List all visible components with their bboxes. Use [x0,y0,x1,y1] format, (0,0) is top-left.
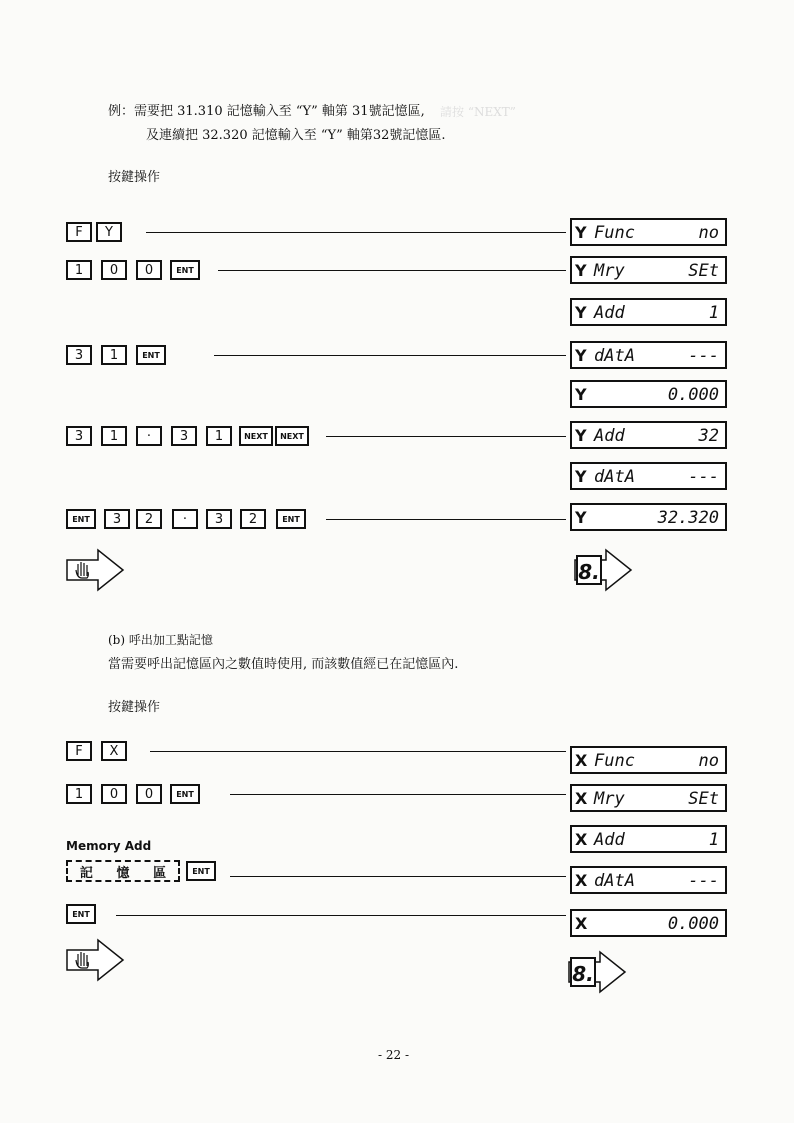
connector-line [150,751,566,752]
axis-label: Y [575,467,587,486]
display-left-text: Mry [594,261,625,281]
display-x-data [570,866,727,894]
memory-add-key[interactable] [66,860,180,882]
key-y[interactable]: Y [96,222,122,242]
display-y-add-32 [570,421,727,449]
example-line-1: 例：需要把 31.310 記憶輸入至 “Y” 軸第 31號記憶區, [108,104,425,119]
key-3[interactable]: 3 [66,426,92,446]
memory-key-char: 憶 [116,865,130,881]
connector-line [326,436,566,437]
connector-line [214,355,566,356]
display-left-text: Add [594,303,625,323]
key-f[interactable]: F [66,741,92,761]
display-right-text: 0.000 [667,914,719,934]
section-b-description: 當需要呼出記憶區內之數值時使用, 而該數值經已在記憶區內. [108,657,459,672]
key-ent[interactable]: ENT [276,509,306,529]
key-0[interactable]: 0 [101,784,127,804]
memory-key-char: 記 [79,865,93,881]
key-ent[interactable]: ENT [186,861,216,881]
example-line-2: 及連續把 32.320 記憶輸入至 “Y” 軸第32號記憶區. [146,128,446,143]
display-right-text: SEt [688,789,719,809]
page-number: - 22 - [378,1048,410,1062]
key-2[interactable]: 2 [136,509,162,529]
memory-add-label: Memory Add [66,839,152,853]
display-left-text: Func [594,751,635,771]
connector-line [230,876,566,877]
key-ent[interactable]: ENT [66,509,96,529]
connector-line [218,270,566,271]
key-ent[interactable]: ENT [66,904,96,924]
key-2[interactable]: 2 [240,509,266,529]
key-1[interactable]: 1 [66,784,92,804]
key-next[interactable]: NEXT [275,426,309,446]
axis-label: X [575,751,588,770]
display-indicator-arrow-icon [568,950,628,994]
display-left-text: Func [594,223,635,243]
connector-line [230,794,566,795]
key-dot[interactable]: · [172,509,198,529]
key-ent[interactable]: ENT [170,260,200,280]
axis-label: Y [575,426,587,445]
axis-label: X [575,830,588,849]
hand-pointer-arrow-icon [66,548,126,592]
display-left-text: Add [594,426,625,446]
key-f[interactable]: F [66,222,92,242]
key-ent[interactable]: ENT [170,784,200,804]
section-a-heading: 按鍵操作 [108,170,161,185]
key-0[interactable]: 0 [136,784,162,804]
key-x[interactable]: X [101,741,127,761]
display-right-text: 32.320 [657,508,719,528]
connector-line [146,232,566,233]
display-right-text: SEt [688,261,719,281]
key-ent[interactable]: ENT [136,345,166,365]
key-next[interactable]: NEXT [239,426,273,446]
display-y-func [570,218,727,246]
display-x-mry-set [570,784,727,812]
indicator-digit: 8. [578,560,600,584]
display-right-text: 0.000 [667,385,719,405]
display-right-text: no [698,223,719,243]
axis-label: Y [575,223,587,242]
display-y-data [570,341,727,369]
axis-label: X [575,871,588,890]
key-0[interactable]: 0 [101,260,127,280]
display-left-text: Add [594,830,625,850]
key-3[interactable]: 3 [104,509,130,529]
axis-label: X [575,914,588,933]
bleed-through-text: 請按 “NEXT” [440,105,516,119]
display-left-text: dAtA [594,871,635,891]
display-x-zero [570,909,727,937]
display-right-text: --- [688,346,719,366]
key-1[interactable]: 1 [206,426,232,446]
display-y-zero [570,380,727,408]
display-x-func [570,746,727,774]
display-indicator-arrow-icon [574,548,634,592]
memory-key-char: 區 [153,865,167,881]
key-0[interactable]: 0 [136,260,162,280]
key-3[interactable]: 3 [171,426,197,446]
key-3[interactable]: 3 [206,509,232,529]
axis-label: Y [575,508,587,527]
hand-pointer-arrow-icon [66,938,126,982]
display-left-text: Mry [594,789,625,809]
axis-label: Y [575,346,587,365]
display-right-text: no [698,751,719,771]
section-b-title: (b) 呼出加工點記憶 [108,633,213,647]
display-x-add-1 [570,825,727,853]
display-y-add-1 [570,298,727,326]
display-left-text: dAtA [594,467,635,487]
display-right-text: 32 [698,426,719,446]
axis-label: Y [575,385,587,404]
display-right-text: --- [688,871,719,891]
axis-label: X [575,789,588,808]
connector-line [116,915,566,916]
display-right-text: 1 [708,303,719,323]
section-b-heading: 按鍵操作 [108,700,161,715]
display-y-mry-set [570,256,727,284]
display-left-text: dAtA [594,346,635,366]
key-3[interactable]: 3 [66,345,92,365]
display-y-data-2 [570,462,727,490]
display-right-text: --- [688,467,719,487]
display-y-32320 [570,503,727,531]
key-1[interactable]: 1 [101,345,127,365]
axis-label: Y [575,261,587,280]
display-right-text: 1 [708,830,719,850]
axis-label: Y [575,303,587,322]
key-dot[interactable]: · [136,426,162,446]
key-1[interactable]: 1 [101,426,127,446]
connector-line [326,519,566,520]
key-1[interactable]: 1 [66,260,92,280]
indicator-digit: 8. [572,962,594,986]
